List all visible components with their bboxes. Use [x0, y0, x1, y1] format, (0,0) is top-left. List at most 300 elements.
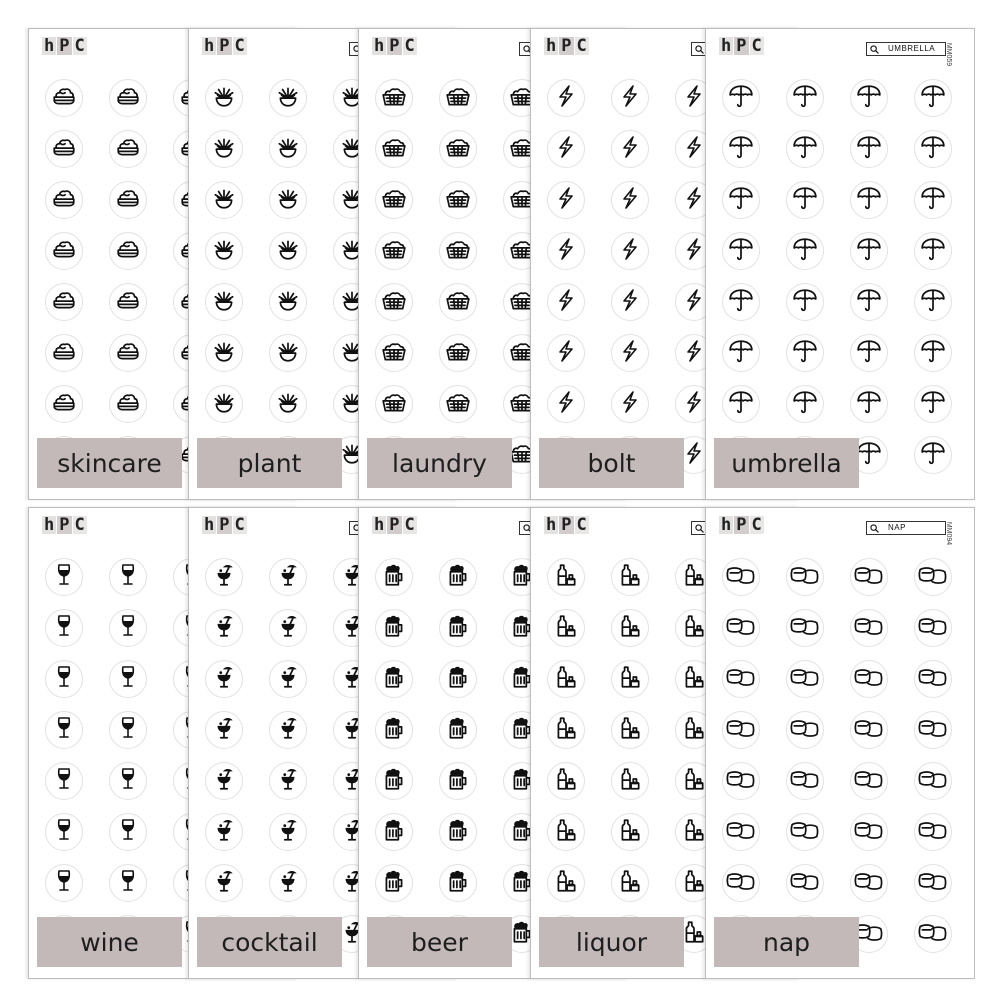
- logo-letter: C: [234, 36, 245, 56]
- umbrella-icon: [856, 83, 882, 114]
- skincare-jar-icon: [51, 83, 77, 114]
- potted-plant-icon: [211, 134, 237, 165]
- cocktail-glass-icon: [275, 612, 301, 645]
- sticker-circle: [850, 864, 888, 902]
- beer-mug-icon: [445, 612, 471, 645]
- lightning-bolt-icon: [618, 236, 642, 267]
- lightning-bolt-icon: [682, 338, 706, 369]
- wine-glass-icon: [116, 561, 140, 594]
- umbrella-icon: [792, 389, 818, 420]
- lightning-bolt-icon: [554, 287, 578, 318]
- sticker-circle: [786, 660, 824, 698]
- hpc-logo: [202, 516, 247, 534]
- sticker-circle: [722, 660, 760, 698]
- liquor-bottles-icon: [617, 714, 643, 747]
- beer-mug-icon: [381, 663, 407, 696]
- sticker-circle: [722, 232, 760, 270]
- sticker-circle: [850, 130, 888, 168]
- sticker-circle: [439, 181, 477, 219]
- sticker-circle: [269, 864, 307, 902]
- sticker-grid: [722, 79, 952, 474]
- sticker-circle: [109, 711, 147, 749]
- pillows-icon: [918, 563, 948, 592]
- sheet-label: umbrella: [714, 438, 859, 488]
- sticker-circle: [547, 79, 585, 117]
- logo-letter: P: [389, 36, 400, 56]
- sticker-circle: [439, 385, 477, 423]
- sticker-circle: [439, 813, 477, 851]
- sticker-circle: [611, 864, 649, 902]
- potted-plant-icon: [275, 389, 301, 420]
- sticker-circle: [269, 130, 307, 168]
- sticker-circle: [786, 385, 824, 423]
- umbrella-icon: [920, 338, 946, 369]
- potted-plant-icon: [211, 287, 237, 318]
- sticker-grid: [722, 558, 952, 953]
- pillows-icon: [854, 665, 884, 694]
- umbrella-icon: [920, 185, 946, 216]
- laundry-basket-icon: [380, 389, 408, 420]
- sticker-circle: [722, 385, 760, 423]
- sticker-circle: [375, 232, 413, 270]
- liquor-bottles-icon: [681, 561, 707, 594]
- sticker-circle: [269, 813, 307, 851]
- magnifier-icon: [695, 45, 704, 54]
- sticker-circle: [109, 232, 147, 270]
- liquor-bottles-icon: [617, 816, 643, 849]
- pillows-icon: [918, 665, 948, 694]
- logo-letter: P: [389, 515, 400, 535]
- product-code: MM059: [945, 42, 953, 67]
- lightning-bolt-icon: [682, 287, 706, 318]
- sticker-circle: [109, 864, 147, 902]
- sticker-circle: [547, 385, 585, 423]
- lightning-bolt-icon: [554, 185, 578, 216]
- lightning-bolt-icon: [554, 236, 578, 267]
- sticker-circle: [45, 558, 83, 596]
- lightning-bolt-icon: [682, 134, 706, 165]
- pillows-icon: [790, 767, 820, 796]
- sticker-circle: [439, 558, 477, 596]
- sheet-search-box: [866, 42, 946, 56]
- sheet-label: laundry: [367, 438, 512, 488]
- liquor-bottles-icon: [553, 561, 579, 594]
- sticker-circle: [269, 762, 307, 800]
- wine-glass-icon: [116, 867, 140, 900]
- lightning-bolt-icon: [618, 185, 642, 216]
- hpc-logo: [544, 516, 589, 534]
- pillows-icon: [854, 563, 884, 592]
- potted-plant-icon: [275, 236, 301, 267]
- pillows-icon: [854, 767, 884, 796]
- laundry-basket-icon: [380, 83, 408, 114]
- sticker-circle: [547, 181, 585, 219]
- sticker-circle: [109, 762, 147, 800]
- sheet-label: plant: [197, 438, 342, 488]
- logo-letter: h: [721, 515, 732, 535]
- sticker-circle: [850, 813, 888, 851]
- sticker-circle: [850, 609, 888, 647]
- wine-glass-icon: [116, 612, 140, 645]
- umbrella-icon: [920, 134, 946, 165]
- sticker-circle: [914, 711, 952, 749]
- liquor-bottles-icon: [681, 612, 707, 645]
- sheet-label: beer: [367, 917, 512, 967]
- wine-glass-icon: [52, 561, 76, 594]
- sticker-circle: [45, 79, 83, 117]
- sticker-circle: [611, 181, 649, 219]
- lightning-bolt-icon: [554, 389, 578, 420]
- sticker-circle: [547, 283, 585, 321]
- potted-plant-icon: [211, 185, 237, 216]
- sticker-circle: [269, 711, 307, 749]
- logo-letter: h: [721, 36, 732, 56]
- sticker-circle: [850, 79, 888, 117]
- pillows-icon: [790, 818, 820, 847]
- sticker-circle: [547, 813, 585, 851]
- lightning-bolt-icon: [682, 440, 706, 471]
- sticker-circle: [205, 232, 243, 270]
- potted-plant-icon: [211, 389, 237, 420]
- sticker-circle: [914, 762, 952, 800]
- wine-glass-icon: [52, 714, 76, 747]
- sticker-circle: [786, 762, 824, 800]
- wine-glass-icon: [52, 816, 76, 849]
- magnifier-icon: [870, 524, 879, 533]
- sheet-label: nap: [714, 917, 859, 967]
- umbrella-icon: [920, 287, 946, 318]
- logo-letter: P: [219, 36, 230, 56]
- umbrella-icon: [856, 287, 882, 318]
- sticker-circle: [786, 130, 824, 168]
- sticker-circle: [611, 762, 649, 800]
- sticker-circle: [547, 232, 585, 270]
- liquor-bottles-icon: [553, 714, 579, 747]
- sticker-circle: [914, 813, 952, 851]
- pillows-icon: [918, 869, 948, 898]
- umbrella-icon: [856, 134, 882, 165]
- liquor-bottles-icon: [681, 714, 707, 747]
- sticker-circle: [914, 130, 952, 168]
- sticker-circle: [109, 283, 147, 321]
- product-code: MM094: [945, 521, 953, 546]
- logo-letter: C: [74, 515, 85, 535]
- sticker-circle: [547, 558, 585, 596]
- magnifier-icon: [870, 45, 879, 54]
- sheet-label: liquor: [539, 917, 684, 967]
- sticker-circle: [850, 558, 888, 596]
- lightning-bolt-icon: [682, 389, 706, 420]
- beer-mug-icon: [381, 816, 407, 849]
- skincare-jar-icon: [51, 338, 77, 369]
- sticker-circle: [45, 864, 83, 902]
- beer-mug-icon: [445, 561, 471, 594]
- sticker-circle: [722, 558, 760, 596]
- sticker-circle: [375, 283, 413, 321]
- logo-letter: h: [44, 515, 55, 535]
- beer-mug-icon: [445, 816, 471, 849]
- pillows-icon: [726, 614, 756, 643]
- cocktail-glass-icon: [275, 714, 301, 747]
- sticker-circle: [914, 864, 952, 902]
- sheet-search-text: UMBRELLA: [888, 44, 936, 53]
- sticker-circle: [786, 558, 824, 596]
- sticker-circle: [611, 558, 649, 596]
- sticker-circle: [375, 181, 413, 219]
- sticker-circle: [205, 334, 243, 372]
- umbrella-icon: [728, 185, 754, 216]
- logo-letter: C: [74, 36, 85, 56]
- hpc-logo: [202, 37, 247, 55]
- umbrella-icon: [792, 338, 818, 369]
- sticker-circle: [786, 334, 824, 372]
- pillows-icon: [918, 818, 948, 847]
- laundry-basket-icon: [444, 185, 472, 216]
- liquor-bottles-icon: [553, 663, 579, 696]
- umbrella-icon: [728, 287, 754, 318]
- sticker-circle: [439, 334, 477, 372]
- sticker-circle: [375, 130, 413, 168]
- sticker-circle: [45, 334, 83, 372]
- sticker-circle: [205, 79, 243, 117]
- sticker-circle: [109, 660, 147, 698]
- sticker-circle: [375, 762, 413, 800]
- skincare-jar-icon: [51, 185, 77, 216]
- skincare-jar-icon: [115, 338, 141, 369]
- sticker-circle: [611, 283, 649, 321]
- potted-plant-icon: [275, 338, 301, 369]
- sticker-circle: [722, 79, 760, 117]
- sticker-circle: [547, 762, 585, 800]
- pillows-icon: [790, 716, 820, 745]
- laundry-basket-icon: [380, 338, 408, 369]
- umbrella-icon: [792, 134, 818, 165]
- logo-letter: h: [374, 36, 385, 56]
- laundry-basket-icon: [380, 287, 408, 318]
- hpc-logo: [719, 516, 764, 534]
- pillows-icon: [918, 920, 948, 949]
- liquor-bottles-icon: [681, 663, 707, 696]
- potted-plant-icon: [275, 83, 301, 114]
- sticker-circle: [45, 232, 83, 270]
- cocktail-glass-icon: [211, 867, 237, 900]
- sticker-circle: [269, 181, 307, 219]
- logo-letter: C: [576, 515, 587, 535]
- sticker-circle: [45, 385, 83, 423]
- liquor-bottles-icon: [553, 765, 579, 798]
- sticker-circle: [722, 334, 760, 372]
- pillows-icon: [918, 614, 948, 643]
- beer-mug-icon: [445, 867, 471, 900]
- sheet-label: skincare: [37, 438, 182, 488]
- lightning-bolt-icon: [618, 83, 642, 114]
- liquor-bottles-icon: [617, 612, 643, 645]
- laundry-basket-icon: [380, 134, 408, 165]
- sticker-circle: [850, 232, 888, 270]
- liquor-bottles-icon: [617, 561, 643, 594]
- logo-letter: P: [59, 515, 70, 535]
- sticker-circle: [439, 232, 477, 270]
- sticker-circle: [611, 232, 649, 270]
- cocktail-glass-icon: [275, 561, 301, 594]
- skincare-jar-icon: [51, 236, 77, 267]
- potted-plant-icon: [275, 185, 301, 216]
- sticker-sheet-umbrella: [705, 28, 975, 500]
- umbrella-icon: [856, 338, 882, 369]
- liquor-bottles-icon: [681, 765, 707, 798]
- logo-letter: P: [219, 515, 230, 535]
- cocktail-glass-icon: [275, 816, 301, 849]
- beer-mug-icon: [445, 663, 471, 696]
- cocktail-glass-icon: [211, 816, 237, 849]
- sticker-circle: [109, 609, 147, 647]
- wine-glass-icon: [52, 612, 76, 645]
- sticker-circle: [375, 660, 413, 698]
- laundry-basket-icon: [380, 185, 408, 216]
- hpc-logo: [719, 37, 764, 55]
- logo-letter: C: [404, 515, 415, 535]
- wine-glass-icon: [116, 765, 140, 798]
- sticker-circle: [611, 813, 649, 851]
- sticker-circle: [914, 609, 952, 647]
- pillows-icon: [854, 614, 884, 643]
- sticker-circle: [375, 711, 413, 749]
- beer-mug-icon: [381, 867, 407, 900]
- skincare-jar-icon: [115, 236, 141, 267]
- laundry-basket-icon: [444, 287, 472, 318]
- potted-plant-icon: [211, 236, 237, 267]
- skincare-jar-icon: [51, 287, 77, 318]
- sticker-circle: [850, 711, 888, 749]
- sticker-circle: [547, 334, 585, 372]
- umbrella-icon: [728, 236, 754, 267]
- sticker-circle: [722, 181, 760, 219]
- logo-letter: h: [546, 515, 557, 535]
- cocktail-glass-icon: [275, 765, 301, 798]
- sticker-circle: [786, 711, 824, 749]
- sheet-label: wine: [37, 917, 182, 967]
- logo-letter: h: [204, 515, 215, 535]
- sticker-circle: [45, 711, 83, 749]
- pillows-icon: [790, 665, 820, 694]
- logo-letter: P: [736, 36, 747, 56]
- wine-glass-icon: [116, 816, 140, 849]
- sticker-circle: [722, 864, 760, 902]
- sticker-circle: [45, 181, 83, 219]
- pillows-icon: [790, 614, 820, 643]
- pillows-icon: [854, 869, 884, 898]
- sticker-circle: [205, 864, 243, 902]
- beer-mug-icon: [381, 612, 407, 645]
- logo-letter: C: [576, 36, 587, 56]
- cocktail-glass-icon: [211, 561, 237, 594]
- cocktail-glass-icon: [211, 663, 237, 696]
- sticker-circle: [205, 813, 243, 851]
- sticker-circle: [611, 660, 649, 698]
- sheet-label: bolt: [539, 438, 684, 488]
- potted-plant-icon: [211, 83, 237, 114]
- sticker-circle: [850, 181, 888, 219]
- sticker-circle: [45, 813, 83, 851]
- sticker-circle: [205, 283, 243, 321]
- sticker-circle: [850, 385, 888, 423]
- sticker-circle: [109, 558, 147, 596]
- skincare-jar-icon: [115, 134, 141, 165]
- logo-letter: C: [404, 36, 415, 56]
- sticker-circle: [109, 334, 147, 372]
- sticker-circle: [611, 79, 649, 117]
- sticker-sheet-nap: [705, 507, 975, 979]
- sticker-circle: [850, 762, 888, 800]
- potted-plant-icon: [275, 134, 301, 165]
- sticker-circle: [547, 609, 585, 647]
- liquor-bottles-icon: [553, 612, 579, 645]
- sticker-circle: [611, 711, 649, 749]
- umbrella-icon: [792, 236, 818, 267]
- liquor-bottles-icon: [617, 663, 643, 696]
- sticker-circle: [205, 762, 243, 800]
- umbrella-icon: [728, 389, 754, 420]
- pillows-icon: [726, 563, 756, 592]
- liquor-bottles-icon: [617, 867, 643, 900]
- sticker-circle: [109, 181, 147, 219]
- sticker-circle: [269, 385, 307, 423]
- sticker-circle: [205, 181, 243, 219]
- umbrella-icon: [728, 83, 754, 114]
- sticker-circle: [375, 813, 413, 851]
- skincare-jar-icon: [115, 83, 141, 114]
- umbrella-icon: [856, 440, 882, 471]
- liquor-bottles-icon: [681, 918, 707, 951]
- sticker-circle: [269, 79, 307, 117]
- potted-plant-icon: [211, 338, 237, 369]
- sticker-circle: [439, 711, 477, 749]
- sticker-circle: [45, 130, 83, 168]
- sticker-circle: [45, 762, 83, 800]
- umbrella-icon: [920, 83, 946, 114]
- sticker-circle: [269, 609, 307, 647]
- magnifier-icon: [695, 524, 704, 533]
- lightning-bolt-icon: [554, 338, 578, 369]
- sheet-search-box: [866, 521, 946, 535]
- laundry-basket-icon: [444, 338, 472, 369]
- laundry-basket-icon: [444, 83, 472, 114]
- sticker-circle: [45, 609, 83, 647]
- skincare-jar-icon: [115, 389, 141, 420]
- sticker-circle: [611, 385, 649, 423]
- sticker-circle: [45, 660, 83, 698]
- sticker-circle: [205, 660, 243, 698]
- sheet-label: cocktail: [197, 917, 342, 967]
- pillows-icon: [726, 818, 756, 847]
- pillows-icon: [726, 767, 756, 796]
- cocktail-glass-icon: [211, 714, 237, 747]
- sticker-circle: [205, 130, 243, 168]
- sticker-circle: [205, 558, 243, 596]
- pillows-icon: [918, 767, 948, 796]
- wine-glass-icon: [52, 663, 76, 696]
- sticker-circle: [269, 334, 307, 372]
- sticker-circle: [547, 660, 585, 698]
- logo-letter: h: [204, 36, 215, 56]
- sticker-circle: [914, 660, 952, 698]
- pillows-icon: [726, 665, 756, 694]
- liquor-bottles-icon: [681, 867, 707, 900]
- umbrella-icon: [856, 185, 882, 216]
- laundry-basket-icon: [380, 236, 408, 267]
- umbrella-icon: [856, 236, 882, 267]
- logo-letter: P: [736, 515, 747, 535]
